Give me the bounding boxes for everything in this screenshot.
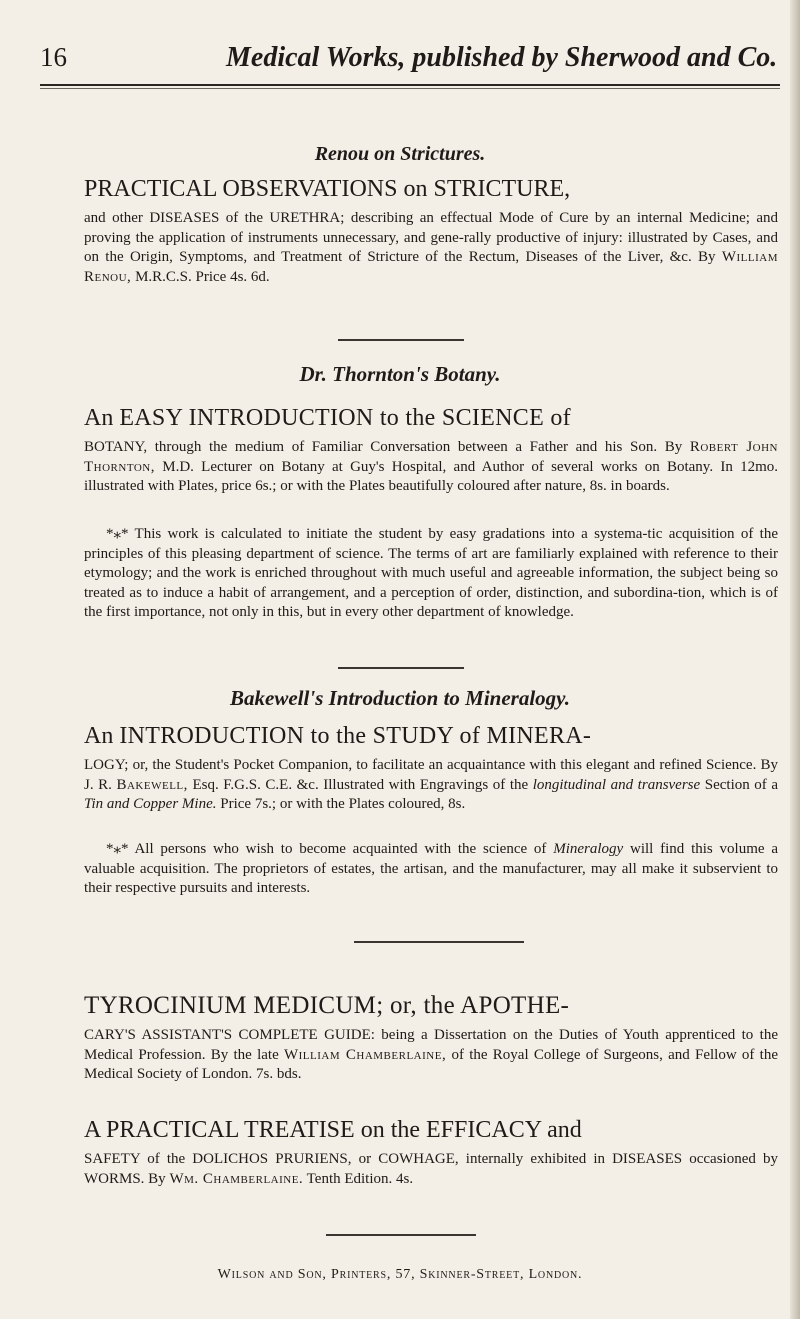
bakewell-note-tail: will find this volume a valuable acquisition. The proprietors of estates, the artisan, and the manufacturer, may all make it subservient to their respective pursuits and interests. (84, 841, 778, 897)
thornton-heading-main: EASY INTRODUCTION to the SCIENCE of (119, 405, 571, 431)
treatise-body-lead: SAFETY of the DOLICHOS PRURIENS, or COWHAGE, internally exhibited in DISEASES occasioned by WORMS. By (84, 1151, 778, 1187)
thornton-note-text: This work is calculated to initiate the student by easy gradations into a systema-tic acquisition of the principles of this pleasing department of science. The terms of art are familiarly explained with reference to their etymology; and the work is enriched throughout with much useful and agreeable information, the subject being so treated as to induce a habit of arrangement, and a perception of order, distinction, and subordina-tion, which is of the first importance, not only in this, but in every other department of knowledge. (84, 526, 778, 621)
bakewell-note-lead: All persons who wish to become acquainted with the science of (128, 841, 554, 857)
asterism-mark: *⁎* (106, 841, 129, 857)
thornton-body-tail: M.D. Lecturer on Botany at Guy's Hospital, and Author of several works on Botany. In 12mo. illustrated with Plates, price 6s.; or with the Plates beautifully coloured after nature, 8s. in boards. (84, 458, 778, 495)
section-divider (354, 941, 524, 943)
treatise-body-tail: Tenth Edition. 4s. (303, 1170, 414, 1187)
bakewell-body-mid2: Section of a (700, 776, 779, 793)
renou-heading: PRACTICAL OBSERVATIONS on STRICTURE, (84, 176, 571, 202)
bakewell-italic-sections: longitudinal and transverse (532, 776, 701, 793)
bakewell-heading-main: INTRODUCTION to the STUDY of MINERA- (119, 723, 592, 749)
thornton-heading-lead: An (84, 405, 114, 431)
bakewell-description (84, 756, 778, 815)
treatise-author: Wm. Chamberlaine. (169, 1170, 304, 1187)
bakewell-body-lead: LOGY; or, the Student's Pocket Companion, to facilitate an acquaintance with this elegant and refined Science. By J. R. (84, 757, 778, 793)
bakewell-heading-lead: An (84, 723, 114, 749)
renou-section-title: Renou on Strictures. (314, 143, 486, 165)
treatise-heading: A PRACTICAL TREATISE on the EFFICACY and (84, 1117, 582, 1143)
page-header (40, 42, 780, 82)
header-rule-thin (40, 88, 780, 89)
treatise-description (84, 1150, 778, 1189)
section-divider (326, 1234, 476, 1236)
section-divider (338, 339, 464, 341)
thornton-note (84, 525, 778, 623)
tyrocinium-author: William Chamberlaine, (283, 1046, 447, 1063)
tyrocinium-heading: TYROCINIUM MEDICUM; or, the APOTHE- (84, 992, 570, 1019)
renou-description (84, 209, 778, 287)
bakewell-note-italic: Mineralogy (553, 841, 624, 857)
bakewell-note (84, 840, 778, 899)
page-number: 16 (40, 42, 67, 72)
tyrocinium-body-tail: of the Royal College of Surgeons, and Fellow of the Medical Society of London. 7s. bds. (84, 1046, 778, 1083)
page-edge-shadow (790, 0, 800, 1319)
header-rule (40, 84, 780, 86)
thornton-body-lead: BOTANY, through the medium of Familiar Conversation between a Father and his Son. By (84, 439, 690, 455)
tyrocinium-body-lead: CARY'S ASSISTANT'S COMPLETE GUIDE: being a Dissertation on the Duties of Youth apprenticed to the Medical Profession. By the late (84, 1027, 778, 1063)
bakewell-author: Bakewell, (116, 776, 188, 793)
renou-body-lead: and other DISEASES of the URETHRA; describing an effectual Mode of Cure by an internal Medicine; and proving the application of instruments unnecessary, and gene-rally productive of injury: illustrated by Cases, and on the Origin, Symptoms, and Treatment of Stricture of the Rectum, Diseases of the Liver, &c. By (84, 210, 778, 266)
renou-body-tail: M.R.C.S. Price 4s. 6d. (131, 268, 270, 285)
renou-author: William Renou, (84, 249, 778, 285)
bakewell-heading (84, 723, 774, 750)
running-title: Medical Works, published by Sherwood and Co. (226, 42, 778, 73)
thornton-section-title: Dr. Thornton's Botany. (299, 362, 501, 386)
thornton-author: Robert John Thornton, (84, 439, 778, 475)
bakewell-section-title: Bakewell's Introduction to Mineralogy. (230, 686, 570, 710)
bakewell-body-mid: Esq. F.G.S. C.E. &c. Illustrated with Engravings of the (187, 776, 533, 793)
bakewell-body-tail: Price 7s.; or with the Plates coloured, 8s. (216, 796, 466, 813)
thornton-heading (84, 405, 774, 432)
printer-imprint: Wilson and Son, Printers, 57, Skinner-Street, London. (217, 1267, 583, 1282)
section-divider (338, 667, 464, 669)
asterism-mark: *⁎* (106, 526, 129, 542)
bakewell-italic-mine: Tin and Copper Mine. (84, 796, 217, 813)
thornton-description (84, 438, 778, 497)
tyrocinium-description (84, 1026, 778, 1085)
